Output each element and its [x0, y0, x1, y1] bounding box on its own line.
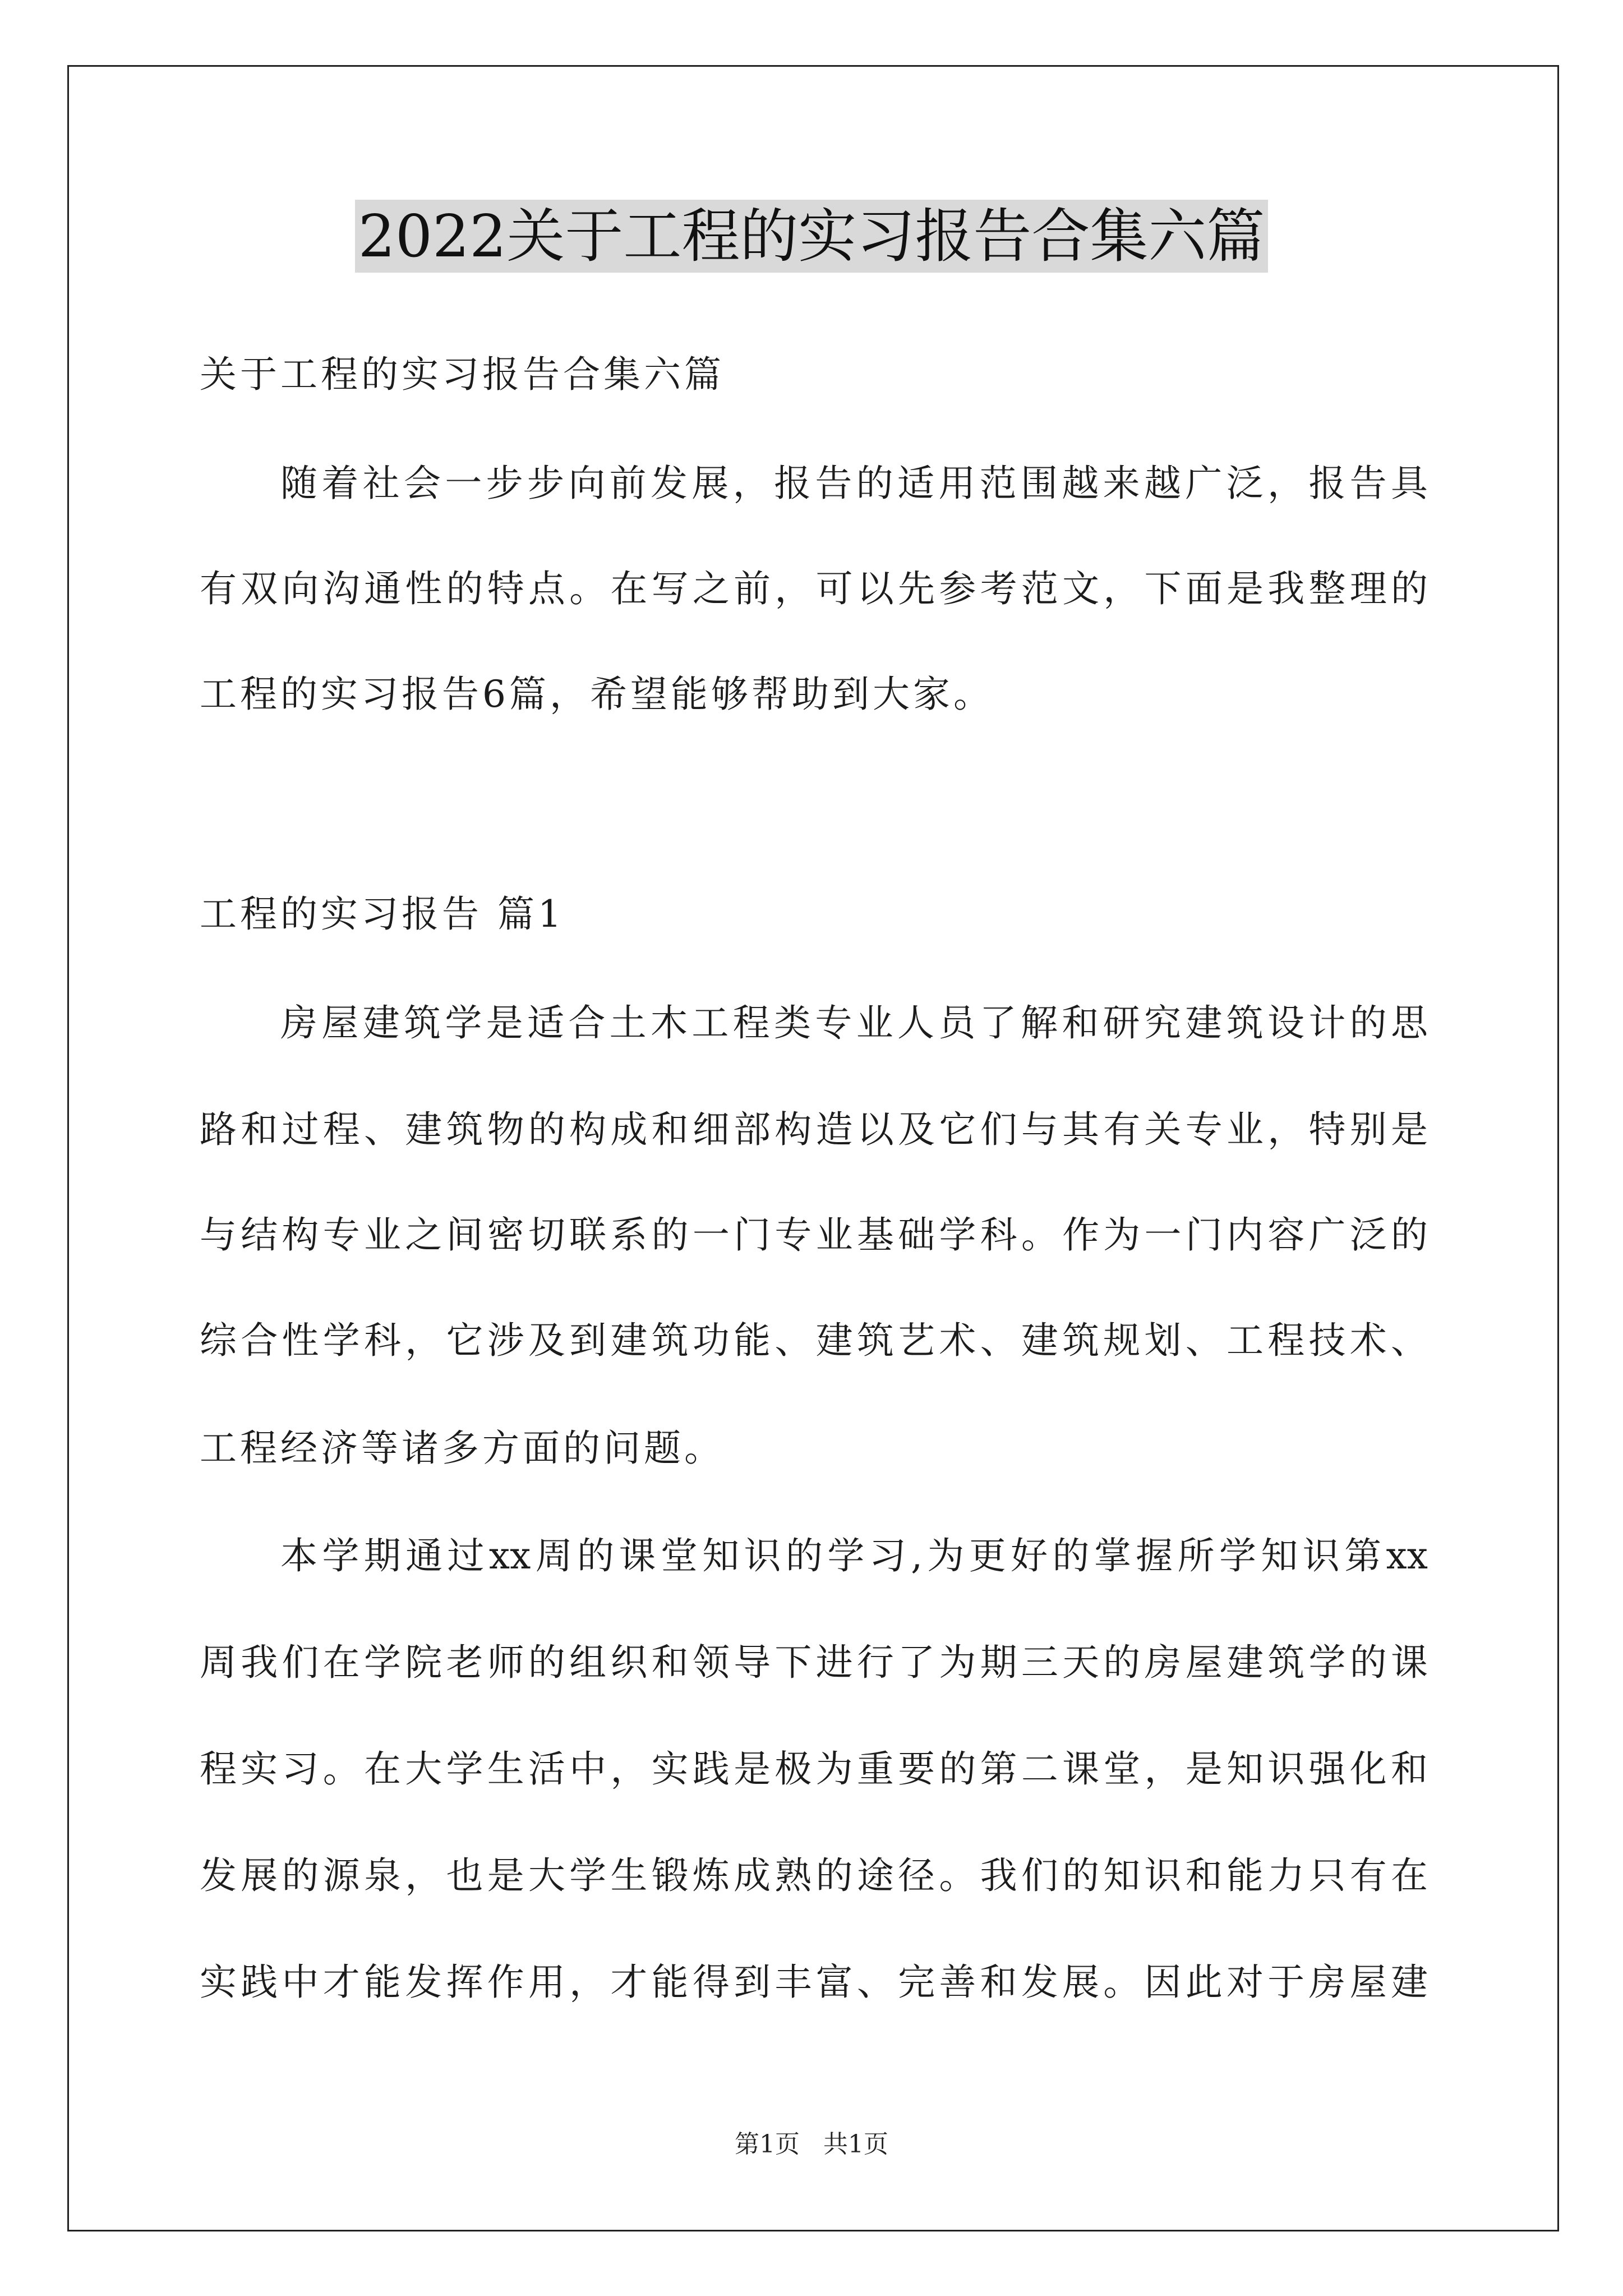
paragraph-line: 本学期通过xx周的课堂知识的学习,为更好的掌握所学知识第xx [280, 1534, 1428, 1577]
paragraph-line: 综合性学科，它涉及到建筑功能、建筑艺术、建筑规划、工程技术、 [200, 1319, 1428, 1362]
paragraph-line: 工程经济等诸多方面的问题。 [200, 1427, 725, 1470]
intro-line: 有双向沟通性的特点。在写之前，可以先参考范文，下面是我整理的 [200, 567, 1428, 610]
page-footer: 第1页 共1页 [735, 2130, 888, 2159]
document-subtitle: 关于工程的实习报告合集六篇 [200, 353, 725, 396]
intro-line: 随着社会一步步向前发展，报告的适用范围越来越广泛，报告具 [280, 462, 1428, 505]
paragraph-line: 路和过程、建筑物的构成和细部构造以及它们与其有关专业，特别是 [200, 1108, 1428, 1151]
title-container [0, 200, 1623, 273]
section-heading: 工程的实习报告 篇1 [200, 892, 565, 936]
intro-line: 工程的实习报告6篇，希望能够帮助到大家。 [200, 673, 994, 716]
document-title: 2022关于工程的实习报告合集六篇 [355, 200, 1269, 273]
paragraph-line: 发展的源泉，也是大学生锻炼成熟的途径。我们的知识和能力只有在 [200, 1854, 1428, 1897]
paragraph-line: 房屋建筑学是适合土木工程类专业人员了解和研究建筑设计的思 [280, 1001, 1428, 1045]
paragraph-line: 实践中才能发挥作用，才能得到丰富、完善和发展。因此对于房屋建 [200, 1961, 1428, 2004]
paragraph-line: 与结构专业之间密切联系的一门专业基础学科。作为一门内容广泛的 [200, 1213, 1428, 1257]
paragraph-line: 周我们在学院老师的组织和领导下进行了为期三天的房屋建筑学的课 [200, 1641, 1428, 1684]
paragraph-line: 程实习。在大学生活中，实践是极为重要的第二课堂，是知识强化和 [200, 1747, 1428, 1791]
